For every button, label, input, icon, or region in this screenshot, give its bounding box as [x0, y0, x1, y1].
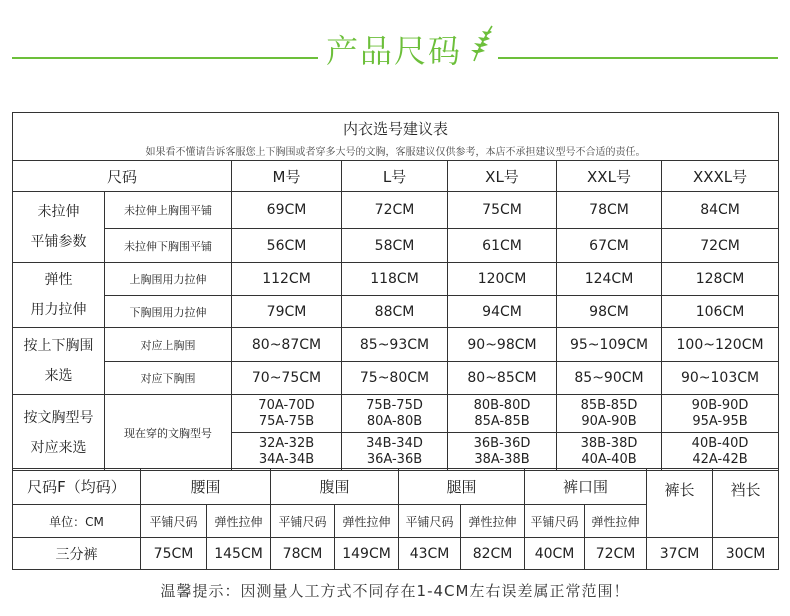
page-title: 产品尺码: [326, 32, 463, 70]
value-cell: 75CM: [141, 538, 207, 570]
measurement-tip: 温馨提示：因测量人工方式不同存在1-4CM左右误差属正常范围！: [160, 582, 630, 600]
value-cell: 82CM: [461, 538, 525, 570]
value-cell: 30CM: [713, 538, 779, 570]
table-row: [13, 538, 779, 570]
table-row: [13, 263, 779, 296]
value-cell: 56CM: [232, 229, 342, 263]
group-label: 按上下胸围 来选: [13, 328, 105, 395]
value-cell: 72CM: [342, 192, 448, 229]
value-cell: 43CM: [399, 538, 461, 570]
sub-label: 平铺尺码: [525, 505, 585, 538]
value-cell: 80~85CM: [448, 362, 557, 395]
value-cell: 90~98CM: [448, 328, 557, 362]
value-cell: 90B-90D 95A-95B: [662, 395, 779, 433]
value-cell: 90~103CM: [662, 362, 779, 395]
value-cell: 128CM: [662, 263, 779, 296]
sub-label: 弹性拉伸: [585, 505, 647, 538]
value-cell: 40CM: [525, 538, 585, 570]
table-row: [13, 362, 779, 395]
size-xxl: XXL号: [557, 161, 662, 192]
value-cell: 38B-38D 40A-40B: [557, 433, 662, 471]
header-divider-right: [498, 57, 778, 59]
value-cell: 32A-32B 34A-34B: [232, 433, 342, 471]
row-label: 对应下胸围: [105, 362, 232, 395]
table-row: [13, 229, 779, 263]
bra-size-table: [12, 112, 779, 471]
column-header: 裤长: [647, 469, 713, 538]
column-header: 腰围: [141, 469, 271, 505]
value-cell: 72CM: [585, 538, 647, 570]
shorts-size-table: [12, 468, 779, 570]
table-row: [13, 395, 779, 433]
sub-label: 平铺尺码: [271, 505, 335, 538]
value-cell: 75B-75D 80A-80B: [342, 395, 448, 433]
value-cell: 118CM: [342, 263, 448, 296]
value-cell: 70A-70D 75A-75B: [232, 395, 342, 433]
value-cell: 88CM: [342, 296, 448, 328]
row-label: 上胸围用力拉伸: [105, 263, 232, 296]
sub-label: 弹性拉伸: [335, 505, 399, 538]
value-cell: 85~93CM: [342, 328, 448, 362]
value-cell: 124CM: [557, 263, 662, 296]
row-label: 现在穿的文胸型号: [105, 395, 232, 471]
caption-title: 内衣选号建议表: [343, 119, 449, 138]
value-cell: 37CM: [647, 538, 713, 570]
value-cell: 94CM: [448, 296, 557, 328]
size-l: L号: [342, 161, 448, 192]
sub-label: 平铺尺码: [141, 505, 207, 538]
value-cell: 106CM: [662, 296, 779, 328]
value-cell: 40B-40D 42A-42B: [662, 433, 779, 471]
value-cell: 85B-85D 90A-90B: [557, 395, 662, 433]
size-header-label: 尺码: [13, 161, 232, 192]
header-divider-left: [12, 57, 318, 59]
row-label: 下胸围用力拉伸: [105, 296, 232, 328]
value-cell: 84CM: [662, 192, 779, 229]
value-cell: 120CM: [448, 263, 557, 296]
value-cell: 67CM: [557, 229, 662, 263]
sub-label: 弹性拉伸: [461, 505, 525, 538]
size-header-row: [13, 161, 779, 192]
value-cell: 75~80CM: [342, 362, 448, 395]
column-header: 裤口围: [525, 469, 647, 505]
size-m: M号: [232, 161, 342, 192]
value-cell: 98CM: [557, 296, 662, 328]
sub-label: 平铺尺码: [399, 505, 461, 538]
value-cell: 100~120CM: [662, 328, 779, 362]
value-cell: 85~90CM: [557, 362, 662, 395]
row-label: 对应上胸围: [105, 328, 232, 362]
group-label: 弹性 用力拉伸: [13, 263, 105, 328]
value-cell: 78CM: [271, 538, 335, 570]
value-cell: 112CM: [232, 263, 342, 296]
shorts-size-label: 尺码F（均码）: [13, 469, 141, 505]
leaf-icon: [468, 24, 494, 62]
value-cell: 80B-80D 85A-85B: [448, 395, 557, 433]
column-header: 腿围: [399, 469, 525, 505]
table-row: [13, 328, 779, 362]
table-row: [13, 296, 779, 328]
value-cell: 61CM: [448, 229, 557, 263]
value-cell: 95~109CM: [557, 328, 662, 362]
value-cell: 149CM: [335, 538, 399, 570]
value-cell: 36B-36D 38A-38B: [448, 433, 557, 471]
column-header: 腹围: [271, 469, 399, 505]
group-label: 未拉伸 平铺参数: [13, 192, 105, 263]
value-cell: 70~75CM: [232, 362, 342, 395]
unit-label: 单位：CM: [13, 505, 141, 538]
value-cell: 79CM: [232, 296, 342, 328]
column-header: 裆长: [713, 469, 779, 538]
row-label: 未拉伸上胸围平铺: [105, 192, 232, 229]
value-cell: 34B-34D 36A-36B: [342, 433, 448, 471]
value-cell: 58CM: [342, 229, 448, 263]
table-row: [13, 192, 779, 229]
size-xxxl: XXXL号: [662, 161, 779, 192]
value-cell: 75CM: [448, 192, 557, 229]
value-cell: 69CM: [232, 192, 342, 229]
shorts-header-row: [13, 469, 779, 505]
table-caption: [13, 113, 779, 161]
value-cell: 78CM: [557, 192, 662, 229]
row-label: 三分裤: [13, 538, 141, 570]
caption-note: 如果看不懂请告诉客服您上下胸围或者穿多大号的文胸，客服建议仅供参考，本店不承担建议型号不合适的责任。: [145, 146, 646, 158]
row-label: 未拉伸下胸围平铺: [105, 229, 232, 263]
sub-label: 弹性拉伸: [207, 505, 271, 538]
group-label: 按文胸型号 对应来选: [13, 395, 105, 471]
value-cell: 80~87CM: [232, 328, 342, 362]
page-header: [0, 0, 790, 96]
value-cell: 145CM: [207, 538, 271, 570]
size-xl: XL号: [448, 161, 557, 192]
value-cell: 72CM: [662, 229, 779, 263]
